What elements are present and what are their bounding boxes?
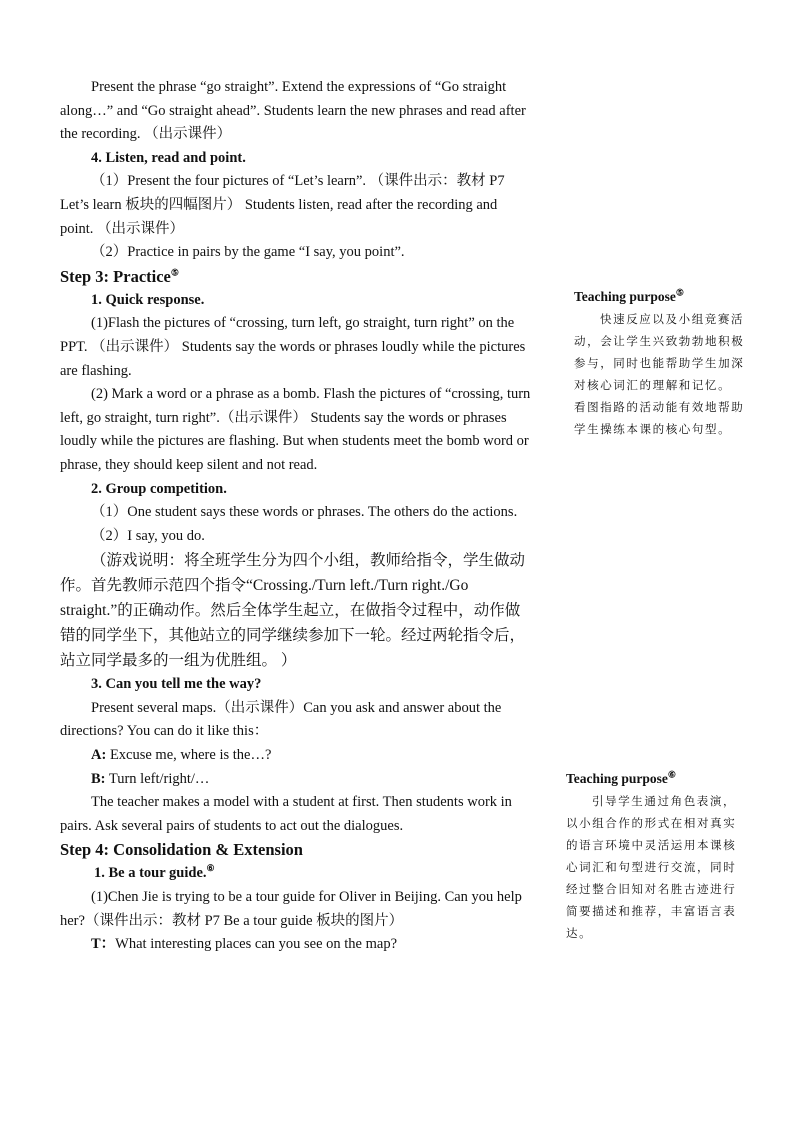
subheading: 3. Can you tell me the way? — [91, 676, 262, 693]
note-title-text: Teaching purpose — [566, 771, 668, 786]
step-heading: Step 4: Consolidation & Extension — [60, 840, 303, 860]
footnote-marker: ⑥ — [206, 863, 215, 874]
paragraph: (1)Flash the pictures of “crossing, turn left, go straight, turn right” on the PPT. （出示课件） Students say the words or phrases loudly while the pictures are flashing. — [60, 315, 526, 379]
paragraph: （1）Present the four pictures of “Let’s learn”. （课件出示：教材 P7 Let’s learn 板块的四幅图片） Students listen, read after the recording and point. （出示课件） — [60, 173, 505, 237]
subheading — [60, 862, 532, 886]
note-title-text: Teaching purpose — [574, 289, 676, 304]
speaker-label: B: — [91, 770, 106, 787]
dialogue-text: Turn left/right/… — [105, 770, 210, 787]
footnote-marker: ⑥ — [667, 769, 676, 780]
subheading: 2. Group competition. — [91, 480, 227, 497]
note-title — [574, 286, 746, 308]
subheading: 1. Quick response. — [91, 291, 205, 308]
step-heading — [60, 265, 532, 289]
paragraph: （游戏说明：将全班学生分为四个小组，教师给指令，学生做动作。首先教师示范四个指令“Crossing./Turn left./Turn right./Go straight.”的正确动作。然后全体学生起立，在做指令过程中，动作做错的同学坐下，其他站立的同学继续参加下一轮。经过两轮指令后，站立同学最多的一组为优胜组。 ） — [60, 552, 526, 670]
note-body: 快速反应以及小组竞赛活动，会让学生兴致勃勃地积极参与，同时也能帮助学生加深对核心词汇的理解和记忆。 看图指路的活动能有效地帮助学生操练本课的核心句型。 — [574, 312, 745, 436]
paragraph: (1)Chen Jie is trying to be a tour guide for Oliver in Beijing. Can you help her?（课件出示：教材 P7 Be a tour guide 板块的图片） — [60, 889, 522, 929]
paragraph: （1）One student says these words or phrases. The others do the actions. — [91, 504, 518, 521]
paragraph: （2）I say, you do. — [91, 527, 205, 544]
dialogue-line — [60, 744, 532, 768]
teaching-purpose-note — [566, 768, 742, 944]
note-body: 引导学生通过角色表演，以小组合作的形式在相对真实的语言环境中灵活运用本课核心词汇和句型进行交流，同时经过整合旧知对名胜古迹进行简要描述和推荐，丰富语言表达。 — [566, 794, 737, 940]
dialogue-text: Excuse me, where is the…? — [106, 747, 272, 764]
subheading-title: 1. Be a tour guide. — [94, 865, 207, 882]
paragraph: (2) Mark a word or a phrase as a bomb. Flash the pictures of “crossing, turn left, go straight, turn right”.（出示课件） Students say the words or phrases loudly while the pictures are flashing. But when students meet the bomb word or phrase, they should keep silent and not read. — [60, 386, 531, 473]
teaching-purpose-note — [574, 286, 746, 440]
note-title — [566, 768, 742, 790]
speaker-label: T： — [91, 936, 116, 953]
lesson-body — [60, 76, 532, 957]
paragraph: Present several maps.（出示课件）Can you ask and answer about the directions? You can do it like this： — [60, 699, 502, 740]
dialogue-text: What interesting places can you see on the map? — [115, 936, 398, 953]
speaker-label: A: — [91, 747, 107, 764]
footnote-marker: ⑤ — [675, 287, 684, 298]
paragraph: （2）Practice in pairs by the game “I say, you point”. — [91, 244, 405, 261]
dialogue-line — [60, 768, 532, 792]
footnote-marker: ⑤ — [170, 267, 179, 278]
step-title: Step 3: Practice — [60, 266, 171, 286]
dialogue-line — [60, 933, 532, 957]
subheading: 4. Listen, read and point. — [91, 149, 246, 166]
paragraph: Present the phrase “go straight”. Extend the expressions of “Go straight along…” and “Go straight ahead”. Students learn the new phrases and read after the recording. （出示课件） — [60, 79, 526, 143]
paragraph: The teacher makes a model with a student at first. Then students work in pairs. Ask several pairs of students to act out the dialogues. — [60, 794, 512, 834]
